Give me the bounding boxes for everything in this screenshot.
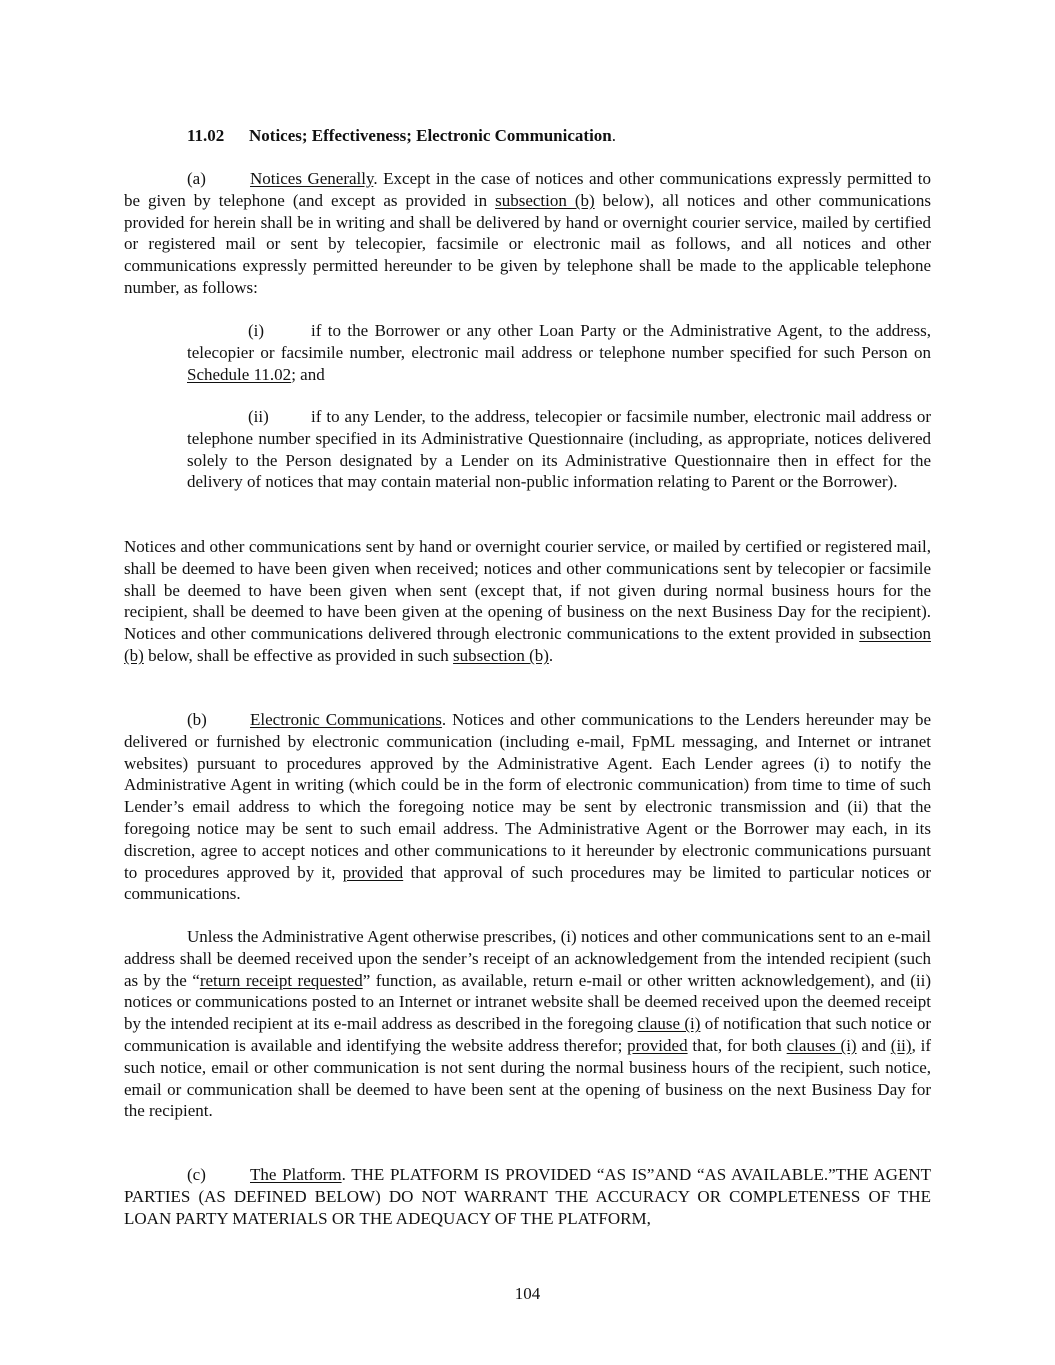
paragraph-c-text: . THE PLATFORM IS PROVIDED “AS IS”AND “AS AVAILABLE.”THE AGENT PARTIES (AS DEFINED BELOW) DO NOT WARRANT THE ACCURACY OR COMPLETENESS OF THE LOAN PARTY MATERIALS OR THE ADEQUACY OF THE PLATFORM,	[124, 1165, 932, 1228]
paragraph-c-label: (c)	[187, 1165, 206, 1184]
page-number: 104	[514, 1284, 541, 1303]
paragraph-notices-text-1: Notices and other communications sent by hand or overnight courier service, or mailed by certified or registered mail, shall be deemed to have been given when received; notices and other communications sent by telecopier or facsimile shall be deemed to have been given when sent (except that, if not given during normal business hours for the recipient, shall be deemed to have been given at the opening of business on the next Business Day for the recipient). Notices and other communications delivered through electronic communications to the extent provided in	[124, 537, 931, 644]
paragraph-unless-text-2: ” function, as available, return e-mail or other written acknowledgement), and (ii) notices or communications posted to an Internet or intranet website shall be deemed received upon the deemed receipt by the intended recipient at its e-mail address as described in the foregoing	[124, 970, 931, 1034]
paragraph-unless-text-5: and	[856, 1035, 891, 1055]
paragraph-b-label: (b)	[187, 710, 207, 729]
paragraph-a-ii	[187, 406, 931, 493]
provided-term: provided	[342, 862, 404, 882]
paragraph-a-i-label: (i)	[248, 321, 265, 340]
paragraph-a-text-1: . Except in the case of notices and other communications expressly permitted to be given by telephone (and except as provided in	[124, 169, 931, 210]
clause-i-reference: clause (i)	[637, 1014, 701, 1034]
paragraph-unless-text-6: , if such notice, email or other communication is not sent during the normal business hours of the recipient, such notice, email or communication shall be deemed to have been sent at the opening of business on the next Business Day for the recipient.	[124, 1035, 932, 1121]
section-heading	[187, 125, 616, 147]
paragraph-b-heading: Electronic Communications	[250, 710, 442, 729]
paragraph-a-i-text-2: ; and	[291, 364, 325, 384]
paragraph-notices	[124, 536, 931, 667]
section-title-period: .	[611, 126, 616, 145]
paragraph-c	[124, 1164, 931, 1229]
paragraph-a-i-text-1: if to the Borrower or any other Loan Party or the Administrative Agent, to the address, telecopier or facsimile number, electronic mail address or telephone number specified for such Person on	[187, 321, 931, 362]
paragraph-a-label: (a)	[187, 169, 206, 188]
paragraph-notices-text-3: .	[548, 645, 554, 665]
clause-ii-reference: (ii)	[890, 1035, 912, 1055]
subsection-b-reference: subsection (b)	[124, 624, 931, 665]
paragraph-a-heading: Notices Generally	[250, 169, 374, 188]
paragraph-a-ii-indent	[187, 407, 248, 426]
paragraph-unless-text-4: that, for both	[687, 1035, 787, 1055]
paragraph-a-i	[187, 320, 931, 385]
provided-term: provided	[627, 1035, 688, 1055]
section-number: 11.02	[187, 126, 225, 145]
clauses-i-reference: clauses (i)	[786, 1035, 857, 1055]
paragraph-unless	[124, 926, 931, 1122]
paragraph-b-text-2: that approval of such procedures may be limited to particular notices or communications.	[124, 862, 931, 904]
paragraph-c-heading: The Platform	[250, 1165, 342, 1184]
paragraph-b	[124, 709, 931, 905]
paragraph-unless-text-1: Unless the Administrative Agent otherwise prescribes, (i) notices and other communications sent to an e-mail address shall be deemed received upon the sender’s receipt of an acknowledgement from the intended recipient (such as by the “	[124, 927, 931, 990]
paragraph-a-i-indent	[187, 321, 248, 340]
paragraph-b-text-1: . Notices and other communications to the Lenders hereunder may be delivered or furnished by electronic communication (including e-mail, FpML messaging, and Internet or intranet websites) pursuant to procedures approved by the Administrative Agent. Each Lender agrees (i) to notify the Administrative Agent in writing (which could be in the form of electronic communication) from time to time of such Lender’s email address to which the foregoing notice may be sent by electronic transmission and (ii) that the foregoing notice may be sent to such email address. The Administrative Agent or the Borrower may each, in its discretion, agree to accept notices and other communications to it hereunder by electronic communications pursuant to procedures approved by it,	[124, 710, 931, 882]
schedule-reference: Schedule 11.02	[187, 364, 292, 384]
paragraph-a	[124, 168, 931, 299]
subsection-b-reference: subsection (b)	[453, 645, 549, 665]
paragraph-notices-text-2: below, shall be effective as provided in such	[143, 645, 454, 665]
paragraph-a-ii-text: if to any Lender, to the address, telecopier or facsimile number, electronic mail address or telephone number specified in its Administrative Questionnaire (including, as appropriate, notices delivered solely to the Person designated by a Lender on its Administrative Questionnaire then in effect for the delivery of notices that may contain material non-public information relating to Parent or the Borrower).	[187, 407, 931, 492]
subsection-b-reference: subsection (b)	[495, 190, 595, 210]
paragraph-a-text-2: below), all notices and other communications provided for herein shall be in writing and shall be delivered by hand or overnight courier service, mailed by certified or registered mail or sent by telecopier, facsimile or electronic mail as follows, and all notices and other communications expressly permitted hereunder to be given by telephone shall be made to the applicable telephone number, as follows:	[124, 190, 931, 297]
return-receipt-reference: return receipt requested	[199, 970, 363, 990]
paragraph-a-ii-label: (ii)	[248, 407, 269, 426]
paragraph-unless-text-3: of notification that such notice or communication is available and identifying the website address therefor;	[124, 1014, 931, 1055]
section-title: Notices; Effectiveness; Electronic Communication	[249, 126, 612, 145]
